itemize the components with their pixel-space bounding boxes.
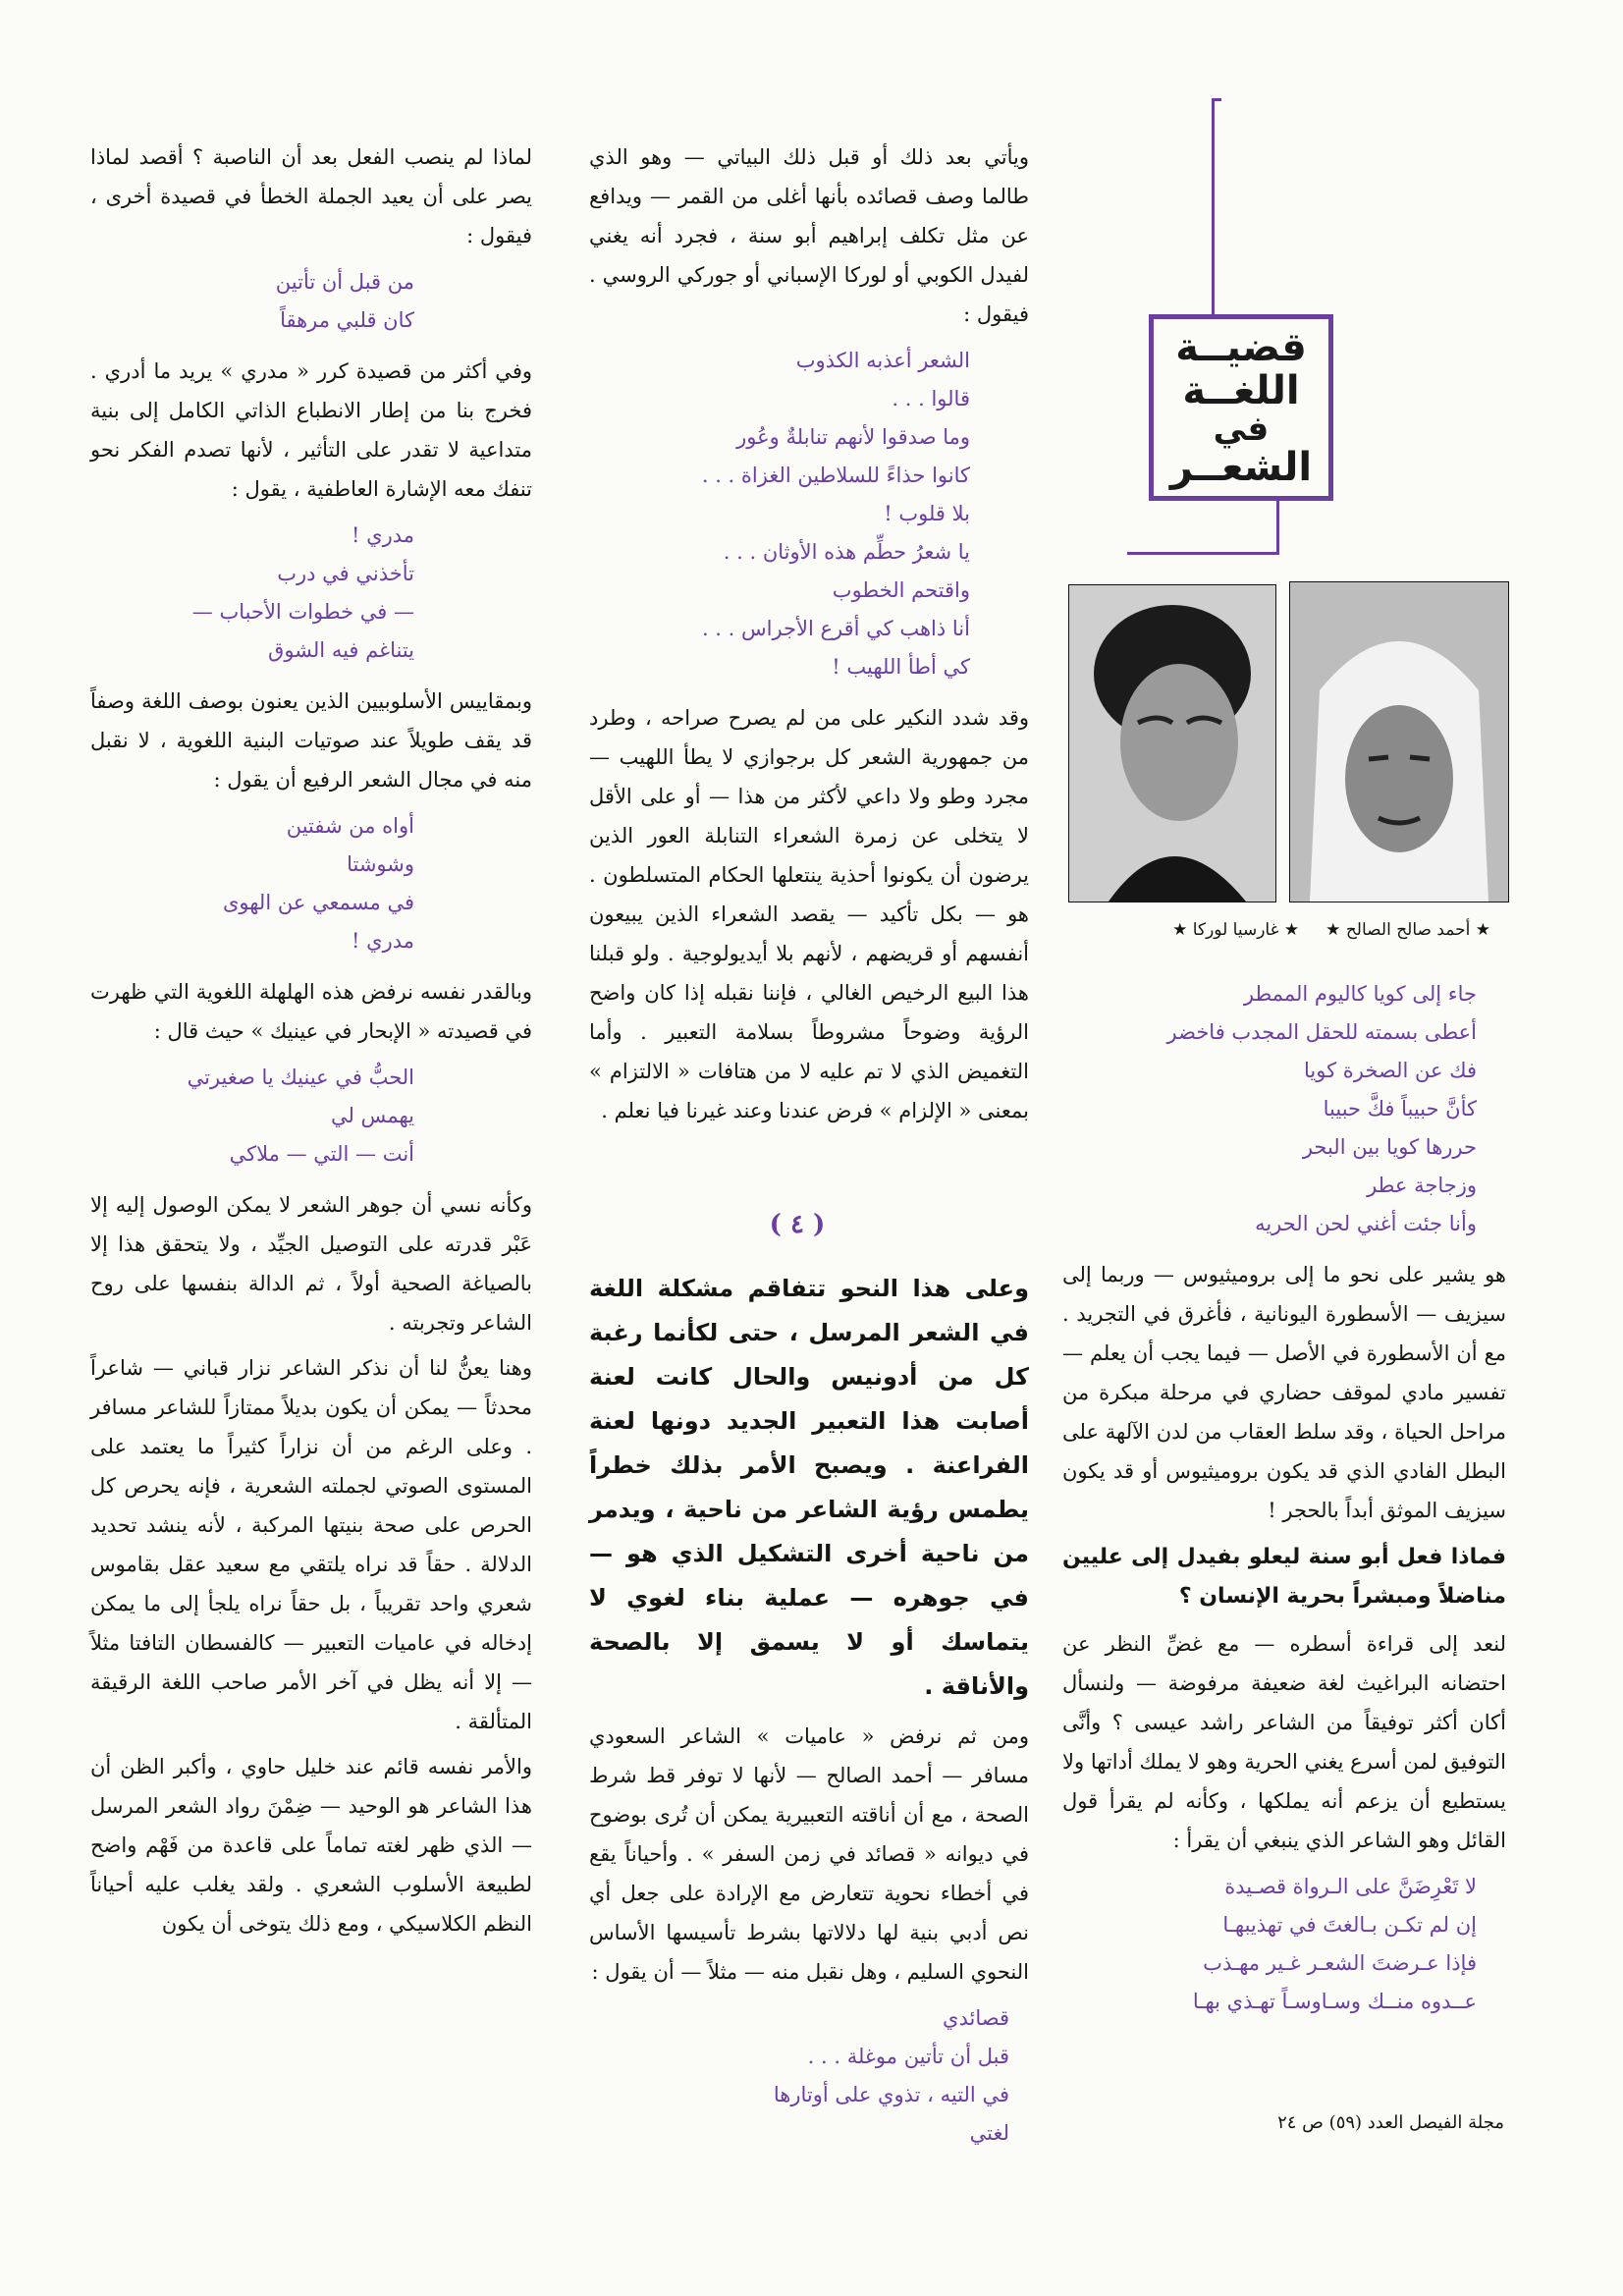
poem-line: لغتي	[969, 2121, 1009, 2145]
poem-line: وزجاجة عطر	[1367, 1174, 1477, 1197]
poem-line: مدري !	[352, 523, 414, 547]
poem-line: في مسمعي عن الهوى	[222, 891, 414, 914]
poem-line: عــدوه منــك وسـاوسـاً تهـذي بهـا	[1192, 1990, 1477, 2013]
subheading-question: فماذا فعل أبو سنة ليعلو بفيدل إلى عليين مناضلاً ومبشراً بحرية الإنسان ؟	[1062, 1545, 1506, 1609]
poem-line: كانوا حذاءً للسلاطين الغزاة . . .	[701, 464, 970, 487]
poem-line: قصائدي	[943, 2006, 1009, 2030]
frame-line-top	[1212, 98, 1215, 314]
frame-tick	[1212, 98, 1221, 101]
poem-left-2	[90, 517, 532, 670]
body-paragraph: لنعد إلى قراءة أسطره — مع غضِّ النظر عن احتضانه البراغيث لغة ضعيفة مرفوضة — ولنسأل أكان أكثر توفيقاً من الشاعر راشد عيسى ؟ وأنَّى التوفيق لمن أسرع يغني الحرية وهو لا يملك أداتها ولا يستطيع أن يزعم أنه يملكها ، وكأنه لم يقرأ قول القائل وهو الشاعر الذي ينبغي أن يقرأ :	[1062, 1632, 1506, 1852]
poem-goya	[1062, 975, 1506, 1243]
frame-line-bottom	[1276, 501, 1279, 555]
poem-line: الحبُّ في عينيك يا صغيرتي	[187, 1066, 414, 1089]
poem-left-1	[90, 263, 532, 340]
poem-left-4	[90, 1059, 532, 1174]
poem-line: يا شعرُ حطِّم هذه الأوثان . . .	[723, 540, 970, 564]
poem-line: يتناغم فيه الشوق	[268, 638, 414, 662]
photo-captions	[1068, 920, 1490, 940]
poem-line: حررها كويا بين البحر	[1302, 1135, 1477, 1159]
lead-paragraph: وعلى هذا النحو تتفاقم مشكلة اللغة في الشعر المرسل ، حتى لكأنما رغبة كل من أدونيس والحال كانت لعنة أصابت هذا التعبير الجديد دونها لعنة الفراعنة . ويصبح الأمر بذلك خطراً يطمس رؤية الشاعر من ناحية ، ويدمر من ناحية أخرى التشكيل الذي هو — في جوهره — عملية بناء لغوي لا يتماسك أو لا يسمق إلا بالصحة والأناقة .	[589, 1275, 1029, 1700]
body-paragraph: وهنا يعنُّ لنا أن نذكر الشاعر نزار قباني — شاعراً محدثاً — يمكن أن يكون بديلاً ممتازاً للشاعر مسافر . وعلى الرغم من أن نزاراً كثيراً ما يعتمد على المستوى الصوتي لجملته الشعرية ، فإنه يحرص كل الحرص على صحة بنيتها المركبة ، لأنه ينشد تحديد الدلالة . حقاً قد نراه يلتقي مع سعيد عقل بقاموس شعري واحد تقريباً ، بل حقاً نراه يلجأ إلى ما يمكن إدخاله في عاميات التعبير — كالفسطان التافتا مثلاً — إلا أنه يظل في آخر الأمر صاحب اللغة الرقيقة المتألقة .	[90, 1356, 532, 1733]
poem-line: فك عن الصخرة كويا	[1304, 1059, 1477, 1082]
poem-line: — في خطوات الأحباب —	[191, 600, 414, 624]
page-footer: مجلة الفيصل العدد (٥٩) ص ٢٤	[1277, 2112, 1504, 2133]
photo-lorca	[1068, 584, 1276, 902]
poem-line: وأنا جئت أغني لحن الحريه	[1255, 1212, 1477, 1235]
poem-line: مدري !	[352, 929, 414, 953]
poem-line: جاء إلى كويا كاليوم الممطر	[1243, 982, 1477, 1006]
poem-line: فإذا عـرضتَ الشعـر غـير مهـذب	[1203, 1951, 1477, 1975]
poem-line: يهمس لي	[330, 1104, 414, 1127]
title-line-1: قضيــة	[1175, 325, 1307, 370]
poem-line: كأنَّ حبيباً فكَّ حبيبا	[1323, 1097, 1477, 1121]
body-paragraph: هو يشير على نحو ما إلى بروميثيوس — وربما إلى سيزيف — الأسطورة اليونانية ، فأغرق في التجريد . مع أن الأسطورة في الأصل — فيما يجب أن يعلم — تفسير مادي لموقف حضاري في مرحلة مبكرة من مراحل الحياة ، وقد سلط العقاب من لدن الآلهة على البطل الفادي الذي قد يكون بروميثيوس أو قد يكون سيزيف الموثق أبداً بالحجر !	[1062, 1263, 1506, 1522]
poem-line: كي أطأ اللهيب !	[832, 655, 970, 679]
poem-line: واقتحم الخطوب	[832, 578, 970, 602]
article-title-box	[1149, 314, 1333, 501]
middle-column	[589, 137, 1029, 1136]
poem-line: الشعر أعذبه الكذوب	[795, 349, 970, 372]
body-paragraph: لماذا لم ينصب الفعل بعد أن الناصبة ؟ أقصد لماذا يصر على أن يعيد الجملة الخطأ في قصيدة أخرى ، فيقول :	[90, 145, 532, 247]
poem-left-3	[90, 807, 532, 960]
body-paragraph: وفي أكثر من قصيدة كرر « مدري » يريد ما أدري . فخرج بنا من إطار الانطباع الذاتي الكامل إلى بنية متداعية لا تقدر على التأثير ، لأنها تصدم الفكر نحو تنفك معه الإشارة العاطفية ، يقول :	[90, 359, 532, 501]
section-number: ( ٤ )	[769, 1210, 826, 1239]
poem-line: أعطى بسمته للحقل المجدب فاخضر	[1166, 1020, 1477, 1044]
poem-line: من قبل أن تأتين	[275, 270, 414, 294]
poem-line: قالوا . . .	[892, 387, 970, 410]
frame-line-base	[1127, 552, 1279, 555]
body-paragraph: ومن ثم نرفض « عاميات » الشاعر السعودي مسافر — أحمد الصالح — لأنها لا توفر قط شرط الصحة ، مع أن أناقته التعبيرية يمكن أن تُرى بوضوح في ديوانه « قصائد في زمن السفر » . وأحياناً يقع في أخطاء نحوية تتعارض مع الإرادة على جعل أي نص أدبي بنية لها دلالاتها بشرط تأسيسها الأساس النحوي السليم ، وهل نقبل منه — مثلاً — أن يقول :	[589, 1724, 1029, 1984]
caption-right: ★ أحمد صالح الصالح ★	[1325, 920, 1490, 940]
body-paragraph: والأمر نفسه قائم عند خليل حاوي ، وأكبر الظن أن هذا الشاعر هو الوحيد — ضِمْنَ رواد الشعر المرسل — الذي ظهر لغته تماماً على قاعدة من فَهْم واضح لطبيعة الأسلوب الشعري . ولقد يغلب عليه أحياناً النظم الكلاسيكي ، ومع ذلك يتوخى أن يكون	[90, 1755, 532, 1936]
title-line-2: اللغــة	[1182, 368, 1300, 413]
photo-ahmad-saleh	[1289, 581, 1509, 902]
poem-line: وما صدقوا لأنهم تنابلةٌ وعُور	[736, 425, 970, 449]
poem-musafir	[589, 1999, 1029, 2153]
body-paragraph: ويأتي بعد ذلك أو قبل ذلك البياتي — وهو الذي طالما وصف قصائده بأنها أغلى من القمر — ويدافع عن مثل تكلف إبراهيم أبو سنة ، فجرد أنه يغني لفيدل الكوبي أو لوركا الإسباني أو جوركي الروسي . فيقول :	[589, 145, 1029, 326]
poem-line: بلا قلوب !	[884, 502, 970, 525]
body-paragraph: وكأنه نسي أن جوهر الشعر لا يمكن الوصول إليه إلا عَبْر قدرته على التوصيل الجيِّد ، ولا يتحقق هذا إلا بالصياغة الصحية أولاً ، ثم الدالة بنفسها على روح الشاعر وتجربته .	[90, 1193, 532, 1335]
body-paragraph: وبالقدر نفسه نرفض هذه الهلهلة اللغوية التي ظهرت في قصيدته « الإبحار في عينيك » حيث قال :	[90, 980, 532, 1043]
poem-line: أنا ذاهب كي أقرع الأجراس . . .	[701, 617, 970, 640]
poem-line: وشوشتا	[347, 852, 414, 876]
poem-line: أواه من شفتين	[286, 814, 414, 838]
poem-line: قبل أن تأتين موغلة . . .	[807, 2045, 1009, 2068]
title-line-3: في	[1213, 410, 1270, 449]
poem-line: لا تَعْرِضَنَّ على الـرواة قصـيدة	[1224, 1875, 1477, 1898]
poem-bayati	[589, 342, 1029, 686]
middle-column-lower	[589, 1267, 1029, 2164]
left-column	[90, 137, 532, 1949]
body-paragraph: وقد شدد النكير على من لم يصرح صراحه ، وطرد من جمهورية الشعر كل برجوازي لا يطأ اللهيب — مجرد وطو ولا داعي لأكثر من هذا — أو على الأقل لا يتخلى عن زمرة الشعراء التنابلة العور الذين يرضون أن يكونوا أحذية ينتعلها الحكام المتسلطون . هو — بكل تأكيد — يقصد الشعراء الذين يبيعون أنفسهم أو قريضهم ، لأنهم بلا أيديولوجية . ولو قبلنا هذا البيع الرخيص الغالي ، فإننا نقبله إذا كان واضح الرؤية وضوحاً مشروطاً بسلامة التعبير . وأما التغميض الذي لا تم عليه لا من هتافات « الالتزام » بمعنى « الإلزام » فرض عندنا وعند غيرنا فيا نعلم .	[589, 706, 1029, 1122]
poem-line: أنت — التي — ملاكي	[229, 1142, 414, 1166]
body-paragraph: وبمقاييس الأسلوبيين الذين يعنون بوصف اللغة وصفاً قد يقف طويلاً عند صوتيات البنية اللغوية ، لا نقبل منه في مجال الشعر الرفيع أن يقول :	[90, 689, 532, 792]
poem-line: في التيه ، تذوي على أوتارها	[773, 2083, 1009, 2106]
poem-line: كان قلبي مرهقاً	[280, 308, 414, 332]
poem-line: إن لم تكـن بـالغتَ في تهذيبهـا	[1222, 1913, 1477, 1937]
poem-line: تأخذني في درب	[277, 562, 414, 585]
right-column	[1062, 967, 1506, 2033]
poem-classical	[1062, 1868, 1506, 2021]
title-line-4: الشعــر	[1169, 445, 1313, 490]
caption-left: ★ غارسيا لوركا ★	[1172, 920, 1300, 940]
